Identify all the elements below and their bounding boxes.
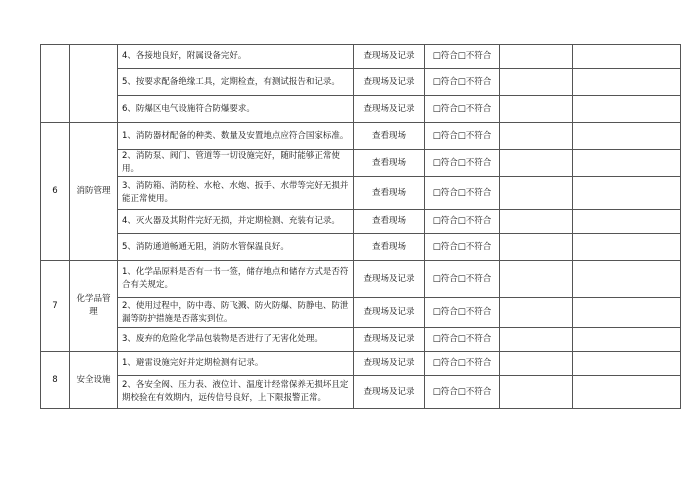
table-row [41, 177, 681, 210]
requirement-cell: 6、防爆区电气设施符合防爆要求。 [118, 96, 354, 123]
result-checkbox-cell[interactable]: □符合□不符合 [425, 352, 500, 376]
method-cell: 查现场及记录 [354, 96, 425, 123]
requirement-cell: 5、消防通道畅通无阻，消防水管保温良好。 [118, 234, 354, 261]
remarks-cell[interactable] [573, 210, 681, 234]
result-checkbox-cell[interactable]: □符合□不符合 [425, 177, 500, 210]
result-checkbox-cell[interactable]: □符合□不符合 [425, 376, 500, 409]
category-cell [70, 45, 118, 123]
requirement-cell: 2、各安全阀、压力表、液位计、温度计经常保养无损坏且定期校验在有效期内，远传信号良好，上下限报警正常。 [118, 376, 354, 409]
result-checkbox-cell[interactable]: □符合□不符合 [425, 210, 500, 234]
result-checkbox-cell[interactable]: □符合□不符合 [425, 261, 500, 298]
requirement-cell: 1、化学品原料是否有一书一签，储存地点和储存方式是否符合有关规定。 [118, 261, 354, 298]
method-cell: 查现场及记录 [354, 69, 425, 96]
category-cell: 化学品管理 [70, 261, 118, 352]
remarks-cell[interactable] [573, 352, 681, 376]
requirement-cell: 1、消防器材配备的种类、数量及安置地点应符合国家标准。 [118, 123, 354, 150]
table-row [41, 45, 681, 69]
method-cell: 查看现场 [354, 177, 425, 210]
remarks-cell[interactable] [573, 298, 681, 328]
blank-cell[interactable] [500, 261, 573, 298]
requirement-cell: 2、使用过程中，防中毒、防飞溅、防火防爆、防静电、防泄漏等防护措施是否落实到位。 [118, 298, 354, 328]
table-row [41, 123, 681, 150]
remarks-cell[interactable] [573, 150, 681, 177]
table-row [41, 298, 681, 328]
inspection-table [40, 44, 681, 409]
remarks-cell[interactable] [573, 261, 681, 298]
blank-cell[interactable] [500, 234, 573, 261]
category-cell: 消防管理 [70, 123, 118, 261]
remarks-cell[interactable] [573, 234, 681, 261]
category-cell: 安全设施 [70, 352, 118, 409]
method-cell: 查现场及记录 [354, 328, 425, 352]
method-cell: 查现场及记录 [354, 45, 425, 69]
remarks-cell[interactable] [573, 177, 681, 210]
result-checkbox-cell[interactable]: □符合□不符合 [425, 298, 500, 328]
requirement-cell: 3、消防箱、消防栓、水枪、水炮、扳手、水带等完好无损并能正常使用。 [118, 177, 354, 210]
blank-cell[interactable] [500, 298, 573, 328]
blank-cell[interactable] [500, 45, 573, 69]
table-row [41, 234, 681, 261]
blank-cell[interactable] [500, 123, 573, 150]
item-number-cell: 7 [41, 261, 70, 352]
blank-cell[interactable] [500, 177, 573, 210]
method-cell: 查看现场 [354, 123, 425, 150]
method-cell: 查看现场 [354, 150, 425, 177]
result-checkbox-cell[interactable]: □符合□不符合 [425, 328, 500, 352]
remarks-cell[interactable] [573, 376, 681, 409]
requirement-cell: 3、废弃的危险化学品包装物是否进行了无害化处理。 [118, 328, 354, 352]
result-checkbox-cell[interactable]: □符合□不符合 [425, 96, 500, 123]
blank-cell[interactable] [500, 352, 573, 376]
table-row [41, 69, 681, 96]
remarks-cell[interactable] [573, 69, 681, 96]
requirement-cell: 5、按要求配备绝缘工具，定期检查，有测试报告和记录。 [118, 69, 354, 96]
remarks-cell[interactable] [573, 328, 681, 352]
result-checkbox-cell[interactable]: □符合□不符合 [425, 234, 500, 261]
method-cell: 查现场及记录 [354, 261, 425, 298]
requirement-cell: 4、各接地良好，附属设备完好。 [118, 45, 354, 69]
table-row [41, 150, 681, 177]
table-row [41, 328, 681, 352]
method-cell: 查看现场 [354, 234, 425, 261]
result-checkbox-cell[interactable]: □符合□不符合 [425, 45, 500, 69]
table-row [41, 210, 681, 234]
blank-cell[interactable] [500, 69, 573, 96]
requirement-cell: 2、消防泵、阀门、管道等一切设施完好，随时能够正常使用。 [118, 150, 354, 177]
remarks-cell[interactable] [573, 96, 681, 123]
table-row [41, 352, 681, 376]
blank-cell[interactable] [500, 96, 573, 123]
table-row [41, 261, 681, 298]
method-cell: 查现场及记录 [354, 352, 425, 376]
requirement-cell: 4、灭火器及其附件完好无损，并定期检测、充装有记录。 [118, 210, 354, 234]
table-row [41, 96, 681, 123]
item-number-cell: 6 [41, 123, 70, 261]
blank-cell[interactable] [500, 328, 573, 352]
result-checkbox-cell[interactable]: □符合□不符合 [425, 150, 500, 177]
remarks-cell[interactable] [573, 123, 681, 150]
blank-cell[interactable] [500, 376, 573, 409]
result-checkbox-cell[interactable]: □符合□不符合 [425, 123, 500, 150]
result-checkbox-cell[interactable]: □符合□不符合 [425, 69, 500, 96]
item-number-cell [41, 45, 70, 123]
table-row [41, 376, 681, 409]
blank-cell[interactable] [500, 150, 573, 177]
requirement-cell: 1、避雷设施完好并定期检测有记录。 [118, 352, 354, 376]
method-cell: 查看现场 [354, 210, 425, 234]
remarks-cell[interactable] [573, 45, 681, 69]
item-number-cell: 8 [41, 352, 70, 409]
method-cell: 查现场及记录 [354, 376, 425, 409]
method-cell: 查现场及记录 [354, 298, 425, 328]
blank-cell[interactable] [500, 210, 573, 234]
